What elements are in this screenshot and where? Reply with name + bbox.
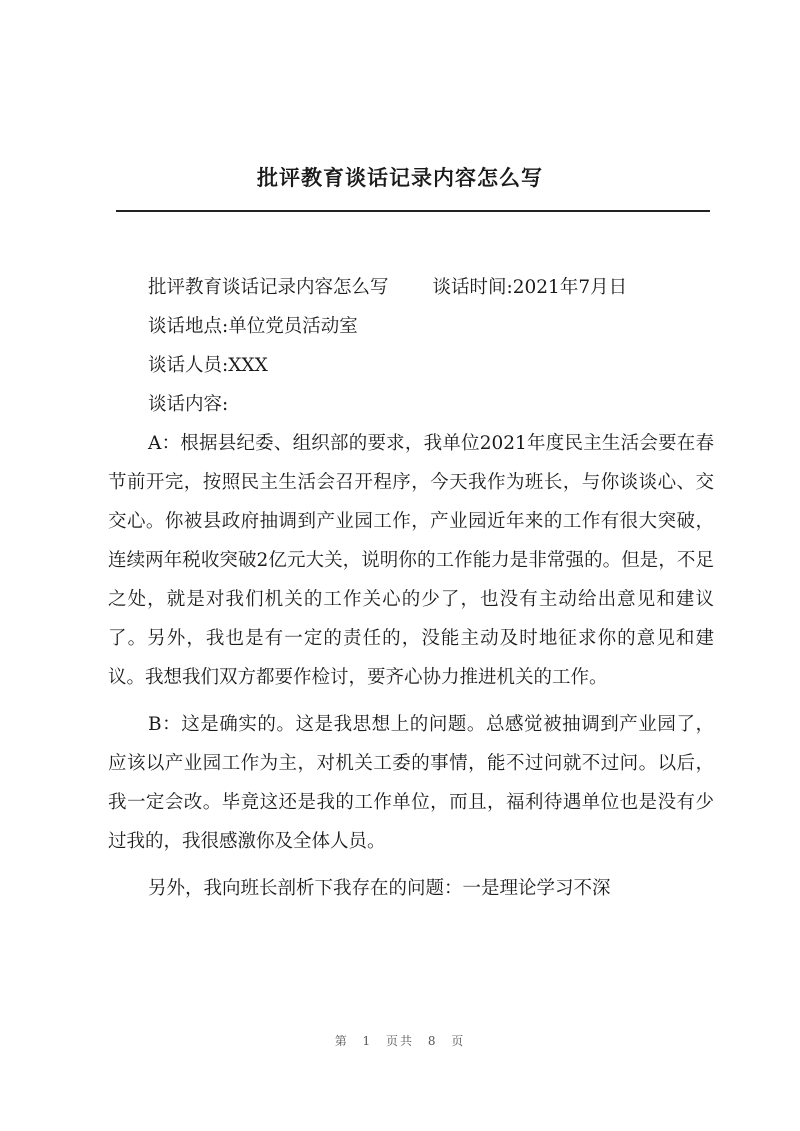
- talk-location: 谈话地点:单位党员活动室: [148, 316, 358, 337]
- paragraph-c: 另外，我向班长剖析下我存在的问题：一是理论学习不深: [148, 878, 611, 899]
- talk-time: 谈话时间:2021年7月日: [432, 277, 628, 298]
- title-divider: [116, 210, 710, 212]
- meta-line-subject-time: [108, 268, 714, 307]
- paragraph-b: B：这是确实的。这是我思想上的问题。总感觉被抽调到产业园了，应该以产业园工作为主，对机关工委的事情，能不过问就不过问。以后，我一定会改。毕竟这还是我的工作单位，而且，福利待遇单位也是没有少过我的，我很感激你及全体人员。: [108, 714, 714, 852]
- document-body: [108, 268, 714, 916]
- paragraph-a: A：根据县纪委、组织部的要求，我单位2021年度民主生活会要在春节前开完，按照民主生活会召开程序，今天我作为班长，与你谈谈心、交交心。你被县政府抽调到产业园工作，产业园近年来的工作有很大突破，连续两年税收突破2亿元大关，说明你的工作能力是非常强的。但是，不足之处，就是对我们机关的工作关心的少了，也没有主动给出意见和建议了。另外，我也是有一定的责任的，没能主动及时地征求你的意见和建议。我想我们双方都要作检讨，要齐心协力推进机关的工作。: [108, 433, 714, 688]
- page-footer: 第 1 页共 8 页: [334, 1034, 466, 1048]
- talk-content-label: 谈话内容:: [148, 394, 229, 415]
- talk-people: 谈话人员:XXX: [148, 355, 268, 376]
- document-title: 批评教育谈话记录内容怎么写: [257, 165, 543, 190]
- header-subject: 批评教育谈话记录内容怎么写: [148, 277, 389, 298]
